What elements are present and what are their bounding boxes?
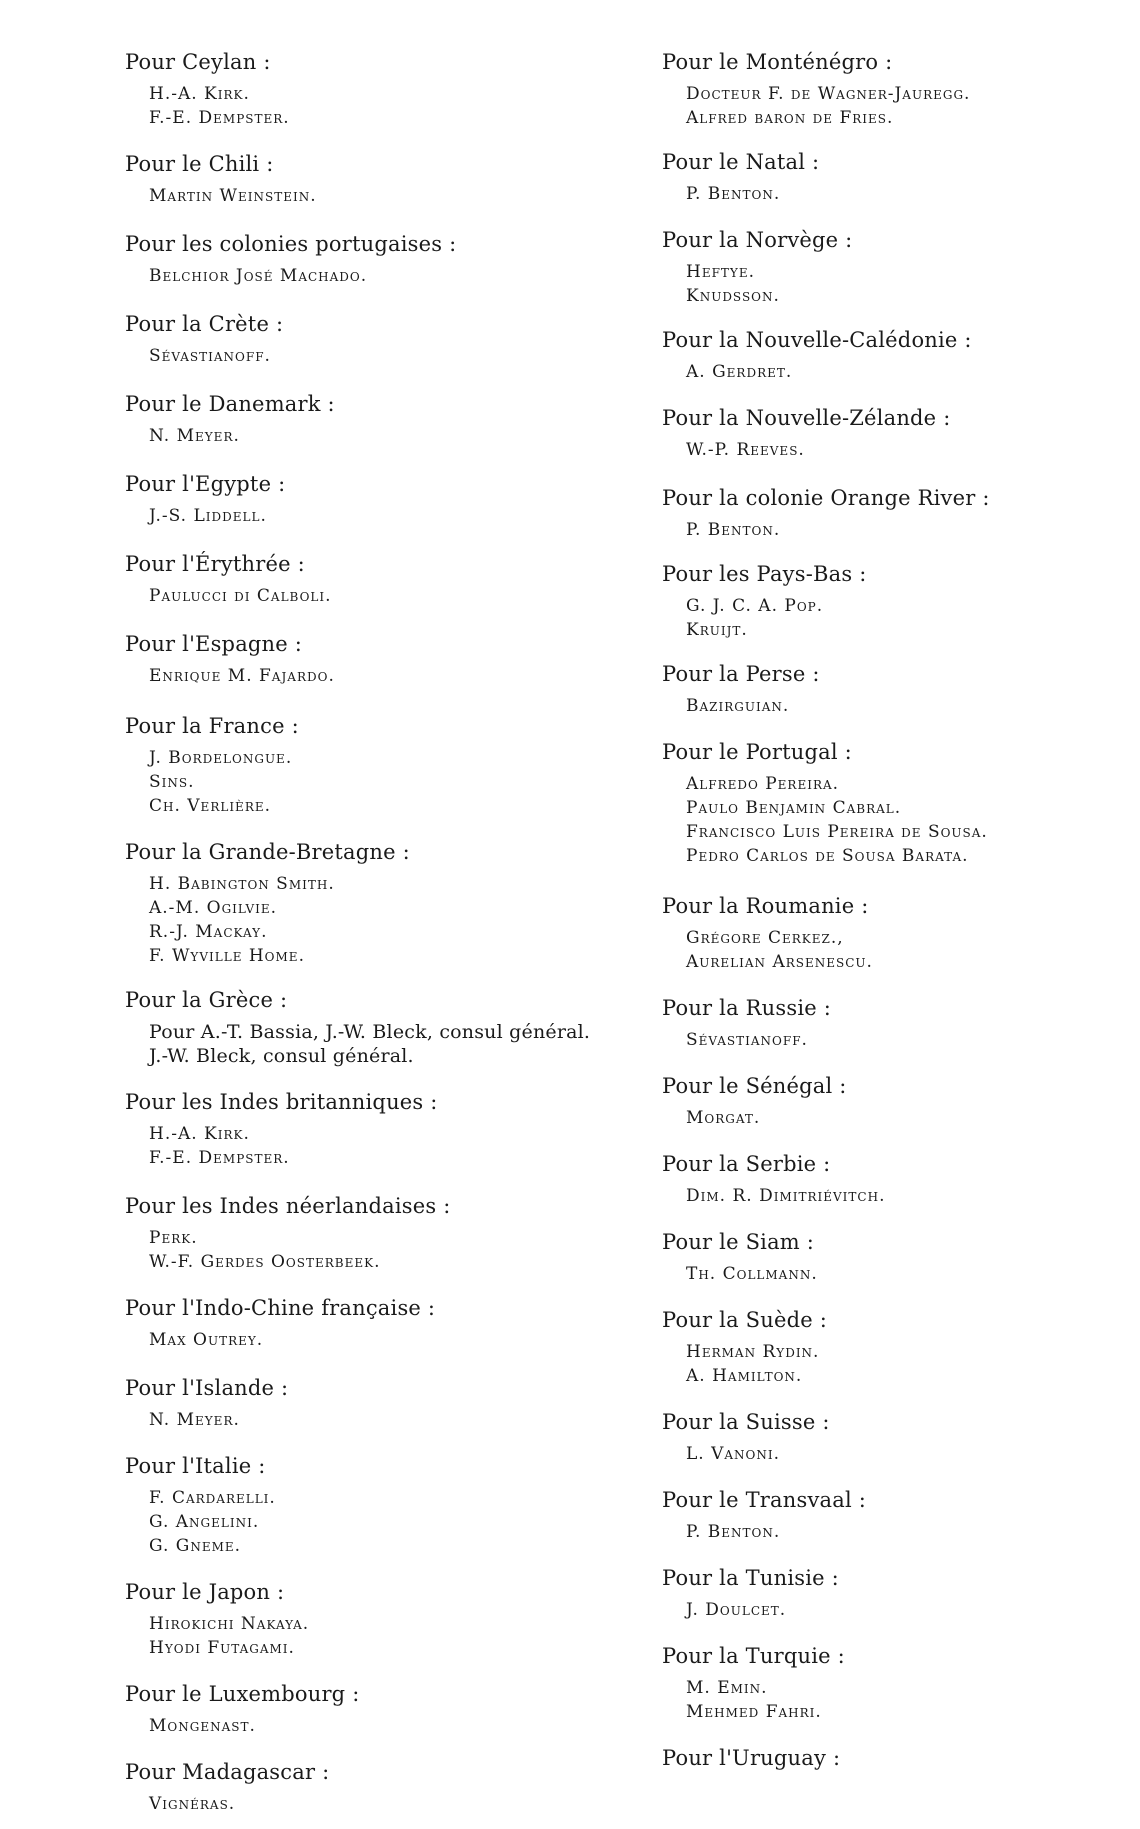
signatory-name: H.-A. Kirk. <box>149 1124 250 1144</box>
country-heading: Pour les colonies portugaises : <box>125 232 457 256</box>
signatory-names <box>662 260 1122 308</box>
country-heading: Pour la Serbie : <box>662 1152 831 1176</box>
signatory-names <box>125 1408 595 1432</box>
signatory-names <box>125 1486 595 1558</box>
signatory-name: H. Babington Smith. <box>149 874 335 894</box>
signatory-entry <box>662 150 1122 206</box>
country-heading: Pour l'Espagne : <box>125 632 303 656</box>
signatory-names <box>125 1226 595 1274</box>
signatory-name: Sévastianoff. <box>686 1030 808 1050</box>
country-heading: Pour la Roumanie : <box>662 894 869 918</box>
signatory-entry <box>662 1488 1122 1544</box>
signatory-name: F. Wyville Home. <box>149 946 305 966</box>
country-heading: Pour les Indes néerlandaises : <box>125 1194 451 1218</box>
signatory-entry <box>125 50 595 130</box>
signatory-names <box>125 424 595 448</box>
country-heading: Pour le Japon : <box>125 1580 285 1604</box>
signatory-names <box>662 594 1122 642</box>
signatory-names <box>662 438 1122 462</box>
signatory-names <box>662 772 1122 868</box>
signatory-name: F.-E. Dempster. <box>149 1148 290 1168</box>
signatory-names <box>125 344 595 368</box>
country-heading: Pour l'Egypte : <box>125 472 286 496</box>
signatory-entry <box>662 1308 1122 1388</box>
signatory-names <box>125 264 595 288</box>
signatory-entry <box>662 894 1122 974</box>
country-heading: Pour le Natal : <box>662 150 820 174</box>
country-heading: Pour la Suisse : <box>662 1410 830 1434</box>
signatory-names <box>662 926 1122 974</box>
country-heading: Pour la France : <box>125 714 299 738</box>
country-heading: Pour la Suède : <box>662 1308 828 1332</box>
signatory-name: Morgat. <box>686 1108 761 1128</box>
country-heading: Pour les Indes britanniques : <box>125 1090 438 1114</box>
signatory-name: J. Bordelongue. <box>149 748 293 768</box>
signatory-name: Alfred baron de Fries. <box>686 108 894 128</box>
country-heading: Pour Madagascar : <box>125 1760 330 1784</box>
signatory-name: H.-A. Kirk. <box>149 84 250 104</box>
signatory-entry <box>125 312 595 368</box>
signatory-name: G. J. C. A. Pop. <box>686 596 824 616</box>
right-column <box>662 50 1122 1771</box>
signatory-name: Paulo Benjamin Cabral. <box>686 798 902 818</box>
country-heading: Pour la Nouvelle-Zélande : <box>662 406 951 430</box>
country-heading: Pour la Turquie : <box>662 1644 845 1668</box>
signatory-entry <box>125 232 595 288</box>
signatory-names <box>125 1714 595 1738</box>
signatory-names <box>125 1020 595 1068</box>
signatory-name: Martin Weinstein. <box>149 186 317 206</box>
signatory-entry <box>662 50 1122 130</box>
country-heading: Pour la Norvège : <box>662 228 853 252</box>
signatory-name: Dim. R. Dimitriévitch. <box>686 1186 886 1206</box>
signatory-name: W.-F. Gerdes Oosterbeek. <box>149 1252 381 1272</box>
signatory-name: A.-M. Ogilvie. <box>149 898 278 918</box>
country-heading: Pour l'Uruguay : <box>662 1746 841 1770</box>
signatory-names <box>125 584 595 608</box>
signatory-names <box>662 1106 1122 1130</box>
signatory-name: Herman Rydin. <box>686 1342 820 1362</box>
signatory-entry <box>662 1074 1122 1130</box>
signatory-entry <box>125 152 595 208</box>
signatory-name: Sévastianoff. <box>149 346 271 366</box>
signatory-entry <box>662 328 1122 384</box>
signatory-name: Mongenast. <box>149 1716 256 1736</box>
signatory-names <box>662 82 1122 130</box>
signatory-names <box>662 1028 1122 1052</box>
signatory-entry <box>125 1760 595 1816</box>
signatory-names <box>662 1184 1122 1208</box>
signatory-name: Ch. Verlière. <box>149 796 272 816</box>
country-heading: Pour la colonie Orange River : <box>662 486 990 510</box>
signatory-name: Heftye. <box>686 262 756 282</box>
signatory-name: Knudsson. <box>686 286 780 306</box>
signatory-names <box>662 1262 1122 1286</box>
signatory-name: N. Meyer. <box>149 1410 240 1430</box>
signatory-entry <box>662 740 1122 868</box>
signatory-name: L. Vanoni. <box>686 1444 781 1464</box>
country-heading: Pour le Danemark : <box>125 392 335 416</box>
signatory-name: Max Outrey. <box>149 1330 264 1350</box>
country-heading: Pour Ceylan : <box>125 50 271 74</box>
signatory-entry <box>125 552 595 608</box>
signatory-name: Pedro Carlos de Sousa Barata. <box>686 846 969 866</box>
signatory-name: P. Benton. <box>686 1522 781 1542</box>
signatory-entry <box>125 1090 595 1170</box>
signatory-name: Alfredo Pereira. <box>686 774 840 794</box>
signatory-name: J.-W. Bleck, consul général. <box>149 1045 414 1067</box>
signatory-name: Docteur F. de Wagner-Jauregg. <box>686 84 971 104</box>
signatory-entry <box>125 1376 595 1432</box>
signatory-names <box>662 694 1122 718</box>
country-heading: Pour le Siam : <box>662 1230 815 1254</box>
country-heading: Pour la Perse : <box>662 662 820 686</box>
signatory-names <box>125 504 595 528</box>
signatory-entry <box>662 1566 1122 1622</box>
country-heading: Pour la Tunisie : <box>662 1566 839 1590</box>
signatory-name: Kruijt. <box>686 620 748 640</box>
country-heading: Pour la Crète : <box>125 312 284 336</box>
signatory-name: Aurelian Arsenescu. <box>686 952 873 972</box>
signatory-name: Grégore Cerkez., <box>686 928 844 948</box>
signatory-name: R.-J. Mackay. <box>149 922 268 942</box>
signatory-entry <box>125 392 595 448</box>
signatory-names <box>662 1676 1122 1724</box>
country-heading: Pour la Nouvelle-Calédonie : <box>662 328 972 352</box>
signatory-names <box>125 664 595 688</box>
signatory-name: Francisco Luis Pereira de Sousa. <box>686 822 988 842</box>
country-heading: Pour le Sénégal : <box>662 1074 847 1098</box>
signatory-names <box>662 518 1122 542</box>
country-heading: Pour le Chili : <box>125 152 274 176</box>
signatory-name: J.-S. Liddell. <box>149 506 267 526</box>
signatory-name: Sins. <box>149 772 195 792</box>
signatory-entry <box>662 996 1122 1052</box>
signatory-name: G. Gneme. <box>149 1536 242 1556</box>
signatory-name: Paulucci di Calboli. <box>149 586 332 606</box>
signatory-entry <box>662 228 1122 308</box>
signatory-names <box>125 1328 595 1352</box>
signatory-name: Bazirguian. <box>686 696 790 716</box>
signatory-entry <box>662 1410 1122 1466</box>
signatory-name: A. Hamilton. <box>686 1366 803 1386</box>
country-heading: Pour l'Italie : <box>125 1454 266 1478</box>
signatory-entry <box>125 1682 595 1738</box>
signatory-name: Vignéras. <box>149 1794 236 1814</box>
signatory-name: Pour A.-T. Bassia, J.-W. Bleck, consul général. <box>149 1021 591 1043</box>
signatory-names <box>125 1792 595 1816</box>
signatory-entry <box>125 472 595 528</box>
signatory-name: F. Cardarelli. <box>149 1488 276 1508</box>
country-heading: Pour la Grèce : <box>125 988 288 1012</box>
signatory-name: W.-P. Reeves. <box>686 440 805 460</box>
signatory-entry <box>125 714 595 818</box>
country-heading: Pour l'Érythrée : <box>125 552 305 576</box>
country-heading: Pour la Grande-Bretagne : <box>125 840 410 864</box>
signatory-entry <box>125 632 595 688</box>
country-heading: Pour le Portugal : <box>662 740 852 764</box>
signatory-entry <box>662 1152 1122 1208</box>
signatory-entry <box>125 1296 595 1352</box>
signatory-names <box>662 1442 1122 1466</box>
left-column <box>125 50 595 1816</box>
signatory-names <box>662 360 1122 384</box>
signatory-name: J. Doulcet. <box>686 1600 787 1620</box>
signatory-entry <box>125 988 595 1068</box>
signatory-entry <box>662 662 1122 718</box>
signatory-names <box>662 1520 1122 1544</box>
signatory-entry <box>125 1580 595 1660</box>
signatory-name: Belchior José Machado. <box>149 266 368 286</box>
signatory-names <box>125 184 595 208</box>
signatory-entry <box>125 1454 595 1558</box>
signatory-names <box>662 182 1122 206</box>
signatory-entry <box>125 840 595 968</box>
country-heading: Pour la Russie : <box>662 996 832 1020</box>
signatory-names <box>125 746 595 818</box>
signatory-name: Perk. <box>149 1228 198 1248</box>
signatory-names <box>125 1122 595 1170</box>
signatory-name: Hyodi Futagami. <box>149 1638 295 1658</box>
signatory-entry <box>662 406 1122 462</box>
country-heading: Pour le Transvaal : <box>662 1488 867 1512</box>
signatory-names <box>662 1340 1122 1388</box>
signatory-name: Th. Collmann. <box>686 1264 818 1284</box>
signatory-entry <box>662 1644 1122 1724</box>
country-heading: Pour l'Indo-Chine française : <box>125 1296 436 1320</box>
signatory-entry <box>662 562 1122 642</box>
signatory-name: G. Angelini. <box>149 1512 260 1532</box>
signatory-names <box>125 872 595 968</box>
signatory-names <box>662 1598 1122 1622</box>
signatory-name: Enrique M. Fajardo. <box>149 666 335 686</box>
country-heading: Pour les Pays-Bas : <box>662 562 867 586</box>
signatory-name: P. Benton. <box>686 520 781 540</box>
signatory-name: Hirokichi Nakaya. <box>149 1614 310 1634</box>
signatory-name: P. Benton. <box>686 184 781 204</box>
signatory-entry <box>662 1746 1122 1771</box>
country-heading: Pour le Monténégro : <box>662 50 893 74</box>
signatory-name: N. Meyer. <box>149 426 240 446</box>
signatory-name: M. Emin. <box>686 1678 768 1698</box>
signatory-name: Mehmed Fahri. <box>686 1702 822 1722</box>
signatory-entry <box>125 1194 595 1274</box>
signatory-name: A. Gerdret. <box>686 362 793 382</box>
signatory-entry <box>662 486 1122 542</box>
signatory-names <box>125 82 595 130</box>
country-heading: Pour l'Islande : <box>125 1376 289 1400</box>
signatory-names <box>125 1612 595 1660</box>
signatory-entry <box>662 1230 1122 1286</box>
signatory-name: F.-E. Dempster. <box>149 108 290 128</box>
country-heading: Pour le Luxembourg : <box>125 1682 360 1706</box>
